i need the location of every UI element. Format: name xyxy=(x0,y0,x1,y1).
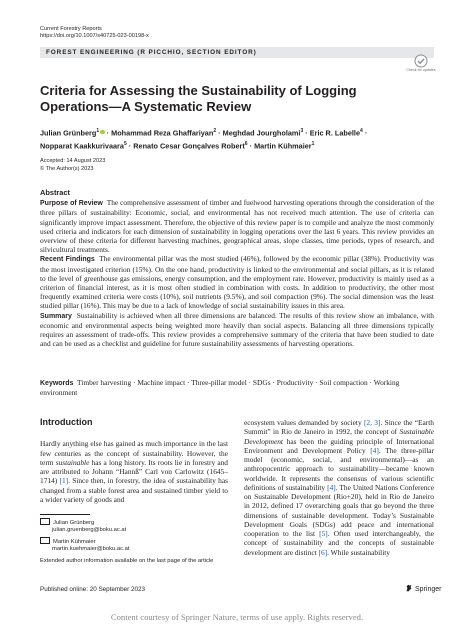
findings-text: The environmental pillar was the most studied (46%), followed by the economic pillar (38%). Productivity was the most investigated criterion (15%). On the one hand, productivity is linked to the environmental and social pillars, as it is related to the level of greenhouse gas emissions, energy consumption, and the employment rate. However, productivity is mainly used as a criterion of financial interest, as it is most often studied in combination with costs. In addition to productivity, the other most frequently examined criteria were costs (10%), soil nutrients (9.5%), and soil compaction (9%). The social dimension was the least studied pillar (16%). This may be due to a lack of knowledge of social sustainability issues in this area. xyxy=(40,254,435,311)
summary-text: Sustainability is achieved when all three dimensions are balanced. The results of this review show an imbalance, with economic and environmental aspects being weighted more heavily than social aspects. Balancing all three dimensions typically requires an assessment of trade-offs. This review provides a comprehensive summary of the criteria that have been studied to date and can be used as a checklist and guideline for future sustainability assessments of harvesting operations. xyxy=(40,310,434,349)
article-title xyxy=(40,83,400,114)
intro-emphasis: Sustainable Development xyxy=(244,427,434,446)
correspondence-2 xyxy=(40,537,230,553)
check-for-updates-badge[interactable] xyxy=(406,54,436,78)
doi-link[interactable]: https://doi.org/10.1007/s40725-023-00198-x xyxy=(40,33,149,39)
citation-link[interactable]: [5] xyxy=(319,529,328,538)
section-banner xyxy=(40,47,434,58)
author-name[interactable]: Julian Grünberg xyxy=(40,128,97,138)
intro-text: . Since the “Earth Summit” in Rio de Janeiro in 1992, the concept of xyxy=(244,418,434,437)
citation-link[interactable]: [1] xyxy=(59,476,69,486)
intro-text: Hardly anything else has gained as much importance in the last few centuries as the concept of sustainability. However, the term xyxy=(40,439,228,467)
correspondence-1 xyxy=(40,518,230,534)
keywords-label: Keywords xyxy=(40,380,74,387)
title-line-1: Criteria for Assessing the Sustainability of Logging xyxy=(40,83,357,98)
abstract xyxy=(40,188,434,348)
envelope-icon xyxy=(40,518,50,525)
intro-paragraph xyxy=(40,439,228,504)
citation-link[interactable]: [2, 3] xyxy=(363,418,381,427)
purpose-text: The comprehensive assessment of timber and fuelwood harvesting operations through the consideration of the three pillars of sustainability: Economic, social, and environmental has not received much attention. The use of criteria can significantly improve impact assessment. Therefore, the objective of this review paper is to compile and analyze the most commonly used criteria and indicators for each dimension of sustainability in logging operations over the last 6 years. This review provides an overview of these criteria for different harvesting machines, geographical areas, slope classes, time periods, types of research, and silvicultural treatments. xyxy=(40,198,434,255)
check-updates-icon xyxy=(414,54,428,68)
correspondent-email[interactable]: julian.gruenberg@boku.ac.at xyxy=(52,527,127,534)
body-column-left xyxy=(40,418,228,504)
article-dates xyxy=(40,158,105,173)
intro-text: . The three-pillar model (economic, social, and environmental)—as an anthropocentric approach to sustainability—became known worldwide. It represents the consensus of various scientific definitions of sustainability xyxy=(244,445,434,492)
correspondent-email[interactable]: martin.kuehmaier@boku.ac.at xyxy=(52,546,130,553)
copyright-notice: © The Author(s) 2023 xyxy=(40,165,94,172)
author-name[interactable]: Meghdad Jourgholami xyxy=(222,128,301,138)
check-updates-label: Check for updates xyxy=(406,68,436,72)
correspondent-name: Martin Kühmaier xyxy=(53,539,96,545)
purpose-label: Purpose of Review xyxy=(40,200,103,208)
abstract-findings xyxy=(40,254,434,310)
orcid-icon[interactable] xyxy=(100,130,105,135)
citation-link[interactable]: [6] xyxy=(318,547,328,557)
body-column-right xyxy=(244,418,434,557)
keywords xyxy=(40,378,434,397)
section-label: FOREST ENGINEERING (R PICCHIO, SECTION EDITOR) xyxy=(46,49,257,56)
publisher-logo xyxy=(405,584,441,593)
title-line-2: Operations—A Systematic Review xyxy=(40,98,252,114)
author-name[interactable]: Nopparat Kaakkurivaara xyxy=(40,141,124,151)
journal-name: Current Forestry Reports xyxy=(40,26,102,32)
intro-paragraph-continued xyxy=(244,418,434,557)
footnote-divider xyxy=(40,514,90,515)
citation-link[interactable]: [4] xyxy=(370,445,379,455)
citation-link[interactable]: [4] xyxy=(327,482,336,492)
author-name[interactable]: Eric R. Labelle xyxy=(309,128,361,138)
correspondent-name: Julian Grünberg xyxy=(53,520,95,526)
accepted-date: Accepted: 14 August 2023 xyxy=(40,158,106,164)
author-name[interactable]: Renato Cesar Gonçalves Robert xyxy=(133,141,245,151)
intro-text: ecosystem values demanded by society xyxy=(244,418,364,427)
abstract-purpose xyxy=(40,198,434,254)
publisher-name: Springer xyxy=(415,586,442,593)
findings-label: Recent Findings xyxy=(40,256,95,264)
extended-author-info: Extended author information available on the last page of the article xyxy=(40,558,214,564)
intro-text: . The United Nations Conference on Sustainable Development (Rio+20), held in Rio de Janeiro in 2012, defined 17 overarching goals that go beyond the three dimensions of sustainable development. Today’s Sustainable Development Goals (SDGs) add peace and international cooperation to the list xyxy=(244,482,434,538)
summary-label: Summary xyxy=(40,312,72,320)
author-list: Julian Grünberg$^1$ · Mohammad Reza Ghaffariyan$^2$ · Meghdad Jourgholami$^3$ · Eric R. Labelle$^4$ · Nopparat Kaakkurivaara$^5$ · Renato Cesar Gonçalves Robert$^6$ · Martin Kühmaier$^1$ xyxy=(40,128,368,151)
published-date: Published online: 20 September 2023 xyxy=(40,586,146,593)
intro-text: . Since then, in forestry, the idea of sustainability has changed from a stable forest area and sustained timber yield to a wider variety of goods and xyxy=(40,476,228,504)
intro-emphasis: sustainable xyxy=(55,457,90,467)
springer-horse-icon xyxy=(405,584,413,592)
envelope-icon xyxy=(40,537,50,544)
intro-text: has been the guiding principle of International Environment and Development Policy xyxy=(244,436,434,455)
intro-text: . While sustainability xyxy=(327,547,391,557)
keywords-text: Timber harvesting · Machine impact · Three-pillar model · SDGs · Productivity · Soil compaction · Working environment xyxy=(40,378,400,398)
author-name[interactable]: Martin Kühmaier xyxy=(254,141,312,151)
courtesy-notice: Content courtesy of Springer Nature, terms of use apply. Rights reserved. xyxy=(110,612,364,622)
abstract-heading: Abstract xyxy=(40,188,70,197)
intro-text: . Often used interchangeably, the concept of sustainability and the concepts of sustainable development are distinct xyxy=(244,529,434,557)
author-name[interactable]: Mohammad Reza Ghaffariyan xyxy=(111,128,214,138)
abstract-summary xyxy=(40,311,434,349)
introduction-heading: Introduction xyxy=(40,417,93,427)
intro-text: has a long history. Its roots lie in forestry and are attributed to Johann “Hannß” Carl von Carlowitz (1645–1714) xyxy=(40,457,228,486)
